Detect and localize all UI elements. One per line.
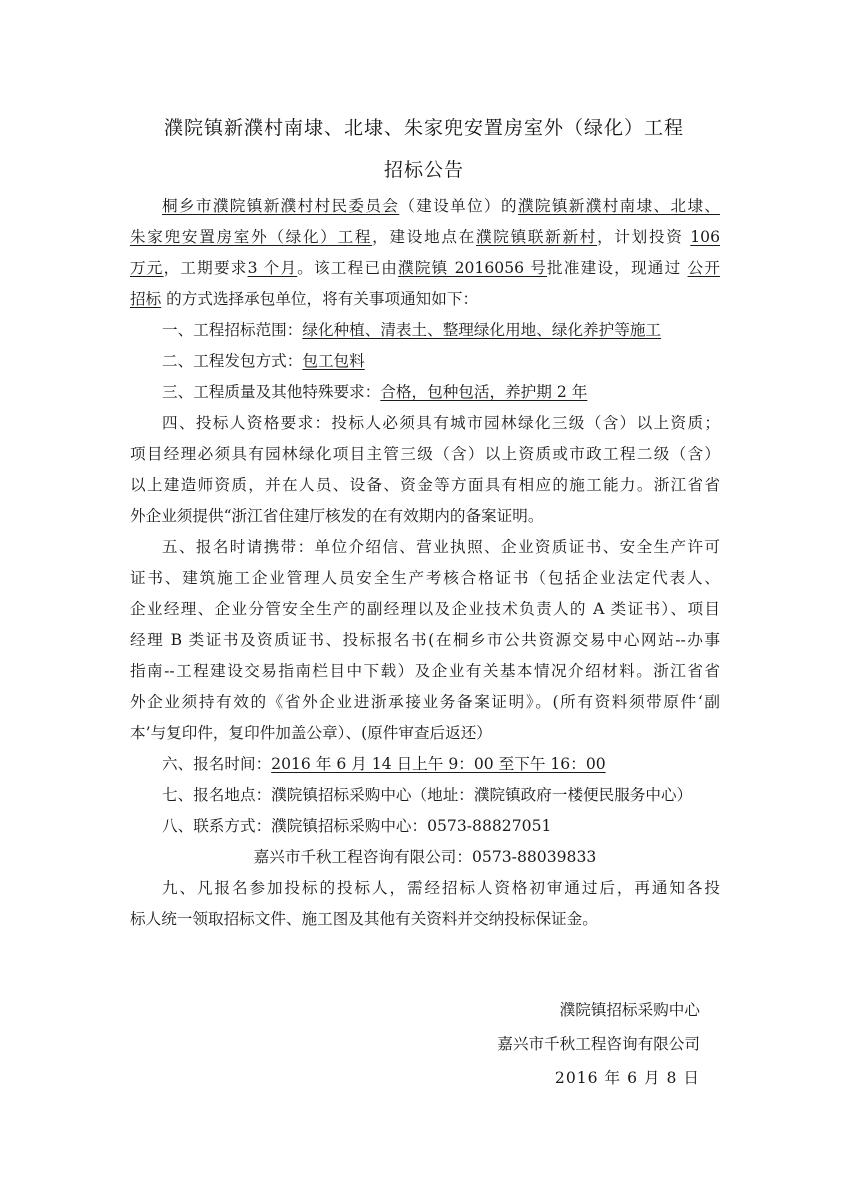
item-documents-line: 证书、建筑施工企业管理人员安全生产考核合格证书（包括企业法定代表人、 — [130, 569, 720, 587]
bid-method-cont: 招标 — [130, 290, 162, 308]
item-notice-line: 标人统一领取招标文件、施工图及其他有关资料并交纳投标保证金。 — [130, 910, 598, 928]
signature-date: 2016 年 6 月 8 日 — [554, 1069, 700, 1087]
item-documents-line: 企业经理、企业分管安全生产的副经理以及企业技术负责人的 A 类证书）、项目 — [130, 600, 720, 618]
signature-org-2: 嘉兴市千秋工程咨询有限公司 — [497, 1035, 700, 1053]
construction-period: 3 个月 — [247, 259, 298, 277]
document-body — [130, 191, 720, 935]
item-notice-line: 九、凡报名参加投标的投标人，需经招标人资格初审通过后，再通知各投 — [162, 879, 720, 897]
item-documents-line: 五、报名时请携带：单位介绍信、营业执照、企业资质证书、安全生产许可 — [162, 538, 720, 556]
item-qualification-line: 项目经理必须具有园林绿化项目主管三级（含）以上资质或市政工程二级（含） — [130, 445, 720, 463]
investment-amount: 106 — [690, 228, 720, 246]
item-contact-2: 嘉兴市千秋工程咨询有限公司：0573-88039833 — [253, 848, 597, 866]
item-value: 包工包料 — [302, 352, 365, 370]
construction-unit: 桐乡市濮院镇新濮村村民委员会 — [162, 197, 400, 215]
document-title-line1: 濮院镇新濮村南埭、北埭、朱家兜安置房室外（绿化）工程 — [163, 117, 684, 139]
signature-org-1: 濮院镇招标采购中心 — [559, 1001, 700, 1019]
document-title-line2: 招标公告 — [383, 159, 464, 181]
item-label: 二、工程发包方式： — [162, 352, 303, 370]
approval-number: 濮院镇 2016056 号 — [398, 259, 547, 277]
intro-text: 。该工程已由 — [297, 259, 399, 277]
item-qualification-line: 外企业须提供“浙江省住建厅核发的在有效期内的备案证明。 — [130, 507, 544, 525]
item-label: 三、工程质量及其他特殊要求： — [162, 383, 381, 401]
item-registration-place: 七、报名地点：濮院镇招标采购中心（地址：濮院镇政府一楼便民服务中心） — [162, 786, 693, 804]
intro-text: ，建设地点在 — [372, 228, 476, 246]
item-documents-line: 外企业须持有效的《省外企业进浙承接业务备案证明》。(所有资料须带原件‘副 — [130, 693, 720, 711]
item-value: 合格，包种包活，养护期 2 年 — [380, 383, 588, 401]
item-qualification-line: 四、投标人资格要求：投标人必须具有城市园林绿化三级（含）以上资质； — [162, 414, 720, 432]
investment-unit: 万元 — [130, 259, 164, 277]
item-value: 绿化种植、清表土、整理绿化用地、绿化养护等施工 — [302, 321, 662, 339]
bid-method: 公开 — [687, 259, 720, 277]
item-contract-mode — [130, 346, 720, 377]
project-location: 濮院镇联新新村 — [475, 228, 598, 246]
intro-line-3 — [130, 253, 720, 284]
intro-text: ，计划投资 — [597, 228, 684, 246]
item-qualification-line: 以上建造师资质，并在人员、设备、资金等方面具有相应的施工能力。浙江省省 — [130, 476, 720, 494]
intro-text: ，工期要求 — [163, 259, 248, 277]
item-quality — [130, 377, 720, 408]
item-label: 六、报名时间： — [162, 755, 272, 773]
item-documents-line: 经理 B 类证书及资质证书、投标报名书(在桐乡市公共资源交易中心网站--办事 — [130, 631, 720, 649]
item-value: 2016 年 6 月 14 日上午 9：00 至下午 16：00 — [271, 755, 606, 773]
item-documents-line: 本’与复印件，复印件加盖公章）、(原件审查后返还） — [130, 724, 492, 742]
intro-line-1 — [130, 191, 720, 222]
intro-text: 的方式选择承包单位，将有关事项通知如下： — [166, 290, 479, 308]
project-name-cont: 朱家兜安置房室外（绿化）工程 — [130, 228, 373, 246]
intro-line-2 — [130, 222, 720, 253]
project-name: 濮院镇新濮村南埭、北埭、 — [517, 197, 720, 215]
item-label: 一、工程招标范围： — [162, 321, 303, 339]
item-registration-time — [130, 749, 720, 780]
item-contact: 八、联系方式：濮院镇招标采购中心：0573-88827051 — [162, 817, 552, 835]
item-documents-line: 指南--工程建设交易指南栏目中下载）及企业有关基本情况介绍材料。浙江省省 — [130, 662, 720, 680]
intro-text: 批准建设，现通过 — [547, 259, 682, 277]
intro-text: （建设单位）的 — [399, 197, 518, 215]
intro-line-4 — [130, 284, 720, 315]
item-scope — [130, 315, 720, 346]
